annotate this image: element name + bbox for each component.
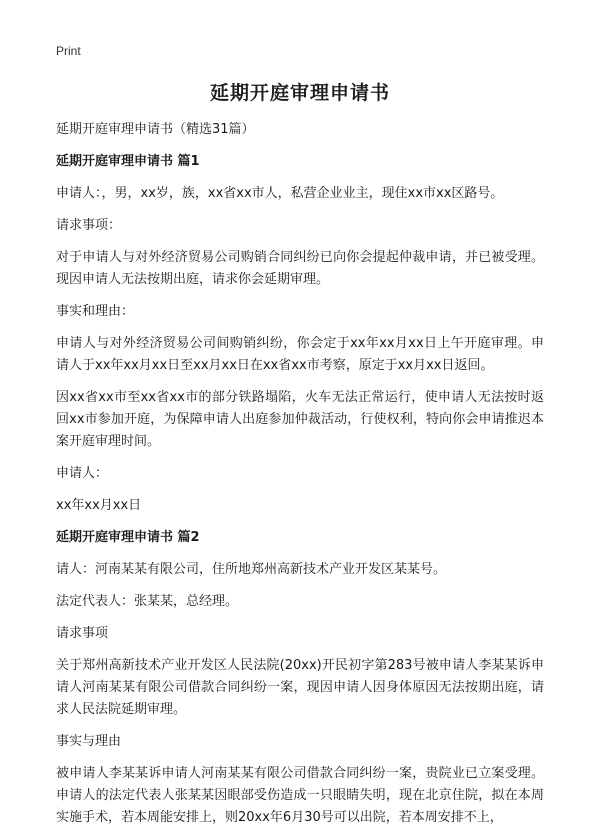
date-line: xx年xx月xx日	[56, 498, 142, 513]
request-label: 请求事项：	[56, 218, 122, 233]
facts-paragraph: 因xx省xx市至xx省xx市的部分铁路塌陷，火车无法正常运行，使申请人无法按时返回xx市参加开庭，为保障申请人出庭参加仲裁活动，行使权利，特向你会申请推迟本案开庭审理时间。	[56, 390, 544, 449]
applicant-line: 申请人：，男，xx岁，族，xx省xx市人，私营企业业主，现住xx市xx区路号。	[56, 186, 504, 201]
print-link[interactable]: Print	[56, 44, 81, 58]
facts-paragraph: 被申请人李某某诉申请人河南某某有限公司借款合同纠纷一案，贵院业已立案受理。申请人的法定代表人张某某因眼部受伤造成一只眼睛失明，现在北京住院，拟在本周实施手术，若本周能安排上，则20xx年6月30号可以出院，若本周安排不上，	[56, 766, 544, 825]
applicant-line: 请人：河南某某有限公司，住所地郑州高新技术产业开发区某某号。	[56, 562, 447, 577]
document-subtitle: 延期开庭审理申请书（精选31篇）	[56, 122, 255, 137]
signature-label: 申请人：	[56, 466, 109, 481]
facts-label: 事实和理由：	[56, 304, 135, 319]
facts-paragraph: 申请人与对外经济贸易公司间购销纠纷，你会定于xx年xx月xx日上午开庭审理。申请人于xx年xx月xx日至xx月xx日在xx省xx市考察，原定于xx月xx日返回。	[56, 336, 544, 373]
legal-representative-line: 法定代表人：张某某，总经理。	[56, 594, 239, 609]
request-label: 请求事项	[56, 626, 109, 641]
request-paragraph: 对于申请人与对外经济贸易公司购销合同纠纷已向你会提起仲裁申请，并已被受理。现因申请人无法按期出庭，请求你会延期审理。	[56, 250, 544, 287]
request-paragraph: 关于郑州高新技术产业开发区人民法院(20xx)开民初字第283号被申请人李某某诉申请人河南某某有限公司借款合同纠纷一案，现因申请人因身体原因无法按期出庭，请求人民法院延期审理。	[56, 658, 544, 717]
section-2	[56, 527, 544, 829]
facts-label: 事实与理由	[56, 734, 122, 749]
document-title: 延期开庭审理申请书	[209, 82, 390, 104]
section-1	[56, 151, 544, 517]
section-heading: 延期开庭审理申请书 篇2	[56, 530, 200, 545]
section-heading: 延期开庭审理申请书 篇1	[56, 154, 200, 169]
